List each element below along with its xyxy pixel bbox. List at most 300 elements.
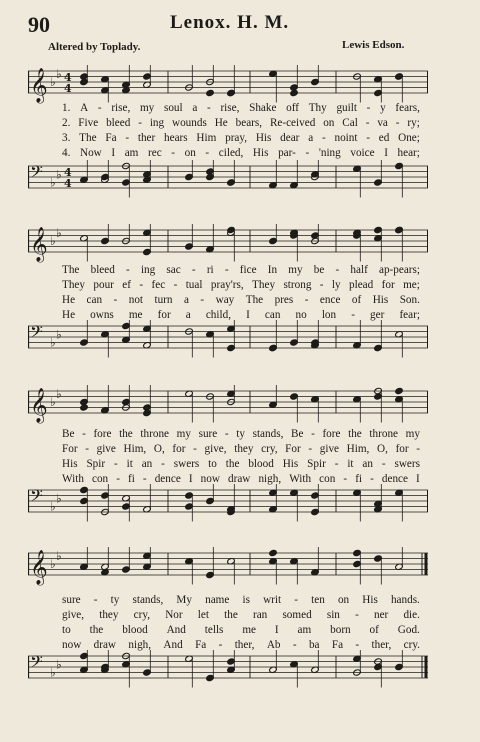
lyric-syllable: ap-pears; [379,264,420,276]
lyric-syllable: - [343,473,348,485]
lyric-syllable: plead [349,279,374,291]
lyric-syllable: on [184,147,196,159]
lyric-syllable: Be [291,428,304,440]
lyric-syllable: rec [148,147,162,159]
lyric-syllable: sure [62,594,81,606]
lyric-syllable: fear; [399,309,420,321]
lyrics-block-4 [62,593,420,653]
treble-staff-3 [28,383,428,425]
lyric-syllable: They [252,279,276,291]
lyric-syllable: ty [236,428,245,440]
lyric-syllable: His [255,132,272,144]
lyric-syllable: - [351,309,355,321]
lyric-syllable: Son. [399,294,420,306]
lyric-syllable: stands, [132,594,164,606]
lyric-syllable: - [125,132,130,144]
lyric-syllable: somed [282,609,312,621]
lyric-syllable: - [82,428,86,440]
lyric-syllable: pray, [225,132,248,144]
lyric-syllable: His [282,458,299,470]
lyric-syllable: The [62,264,80,276]
lyric-syllable: - [113,294,118,306]
lyric-syllable: born [330,624,351,636]
lyric-syllable: they [234,443,254,455]
lyric-syllable: 1. [62,102,71,114]
lyric-syllable: - [305,147,310,159]
note-head [395,387,404,394]
lyric-line [62,442,420,457]
lyric-syllable: give, [62,609,85,621]
lyric-syllable: ran [252,609,268,621]
lyric-syllable: is [242,594,250,606]
lyric-syllable: He [214,117,228,129]
lyric-syllable: the [225,458,240,470]
flat-icon: ♭ [56,491,62,506]
lyric-syllable: to [62,624,71,636]
treble-staff-2 [28,222,428,264]
lyric-syllable: wounds [172,117,207,129]
lyric-line [62,623,420,638]
lyric-syllable: For [285,443,301,455]
lyric-syllable: bleed [90,264,115,276]
treble-clef-icon: 𝄞 [30,227,48,262]
lyric-syllable: pour [93,279,114,291]
lyric-syllable: Fa [105,132,117,144]
lyric-syllable: Cal [342,117,358,129]
bass-clef-icon: 𝄢 [30,485,43,510]
lyric-syllable: - [193,443,197,455]
lyric-syllable: for [172,443,186,455]
lyric-syllable: stands, [252,428,284,440]
note-head [80,404,89,411]
lyric-syllable: an [362,458,373,470]
lyric-syllable: - [113,458,118,470]
lyric-syllable: give [319,443,340,455]
lyric-syllable: 4. [62,147,71,159]
lyric-syllable: pray'rs, [210,279,244,291]
lyric-syllable: my [176,428,191,440]
lyric-syllable: turn [154,294,173,306]
lyric-syllable: - [97,102,102,114]
lyric-syllable: they [99,609,119,621]
lyric-syllable: Spir [86,458,106,470]
lyric-syllable: ther [137,132,156,144]
lyric-syllable: throne [140,428,170,440]
flat-icon: ♭ [50,75,56,89]
lyrics-block-3 [62,427,420,487]
lyric-syllable: no [295,309,307,321]
lyric-syllable: on [337,594,350,606]
lyric-line [62,427,420,442]
lyric-syllable: I [111,147,116,159]
lyric-syllable: - [319,279,324,291]
lyric-syllable: guilt [336,102,357,114]
flat-icon: ♭ [50,395,56,409]
note-head [290,89,299,96]
lyric-syllable: ther, [234,639,255,651]
lyric-syllable: my [288,264,303,276]
lyric-syllable: ef [122,279,131,291]
lyric-syllable: Shake [249,102,277,114]
lyric-syllable: - [126,264,130,276]
lyric-line [62,131,420,146]
bass-staff-3 [28,482,428,526]
lyric-syllable: me [128,309,143,321]
treble-clef-icon: 𝄞 [30,550,48,585]
hymn-title: Lenox. H. M. [170,12,290,33]
lyric-syllable: fore [322,428,341,440]
lyric-syllable: me; [403,279,420,291]
lyric-syllable: name [205,594,230,606]
flat-icon: ♭ [56,225,62,240]
lyric-syllable: O, [153,443,165,455]
lyric-syllable: bears, [235,117,263,129]
lyric-syllable: lon [321,309,337,321]
lyric-syllable: I [246,309,250,321]
lyric-syllable: 'ning [318,147,341,159]
lyric-syllable: sin [326,609,340,621]
lyric-syllable: dence [381,473,408,485]
lyric-syllable: va [377,117,388,129]
bass-clef-icon: 𝄢 [30,651,43,676]
lyric-syllable: - [224,428,229,440]
lyric-syllable: - [416,443,420,455]
page-number: 90 [28,12,50,37]
lyric-syllable: writ [263,594,282,606]
flat-icon: ♭ [50,665,56,680]
lyric-syllable: ed [378,132,390,144]
lyric-syllable: - [321,132,326,144]
lyric-syllable: now [62,639,82,651]
lyric-syllable: ba [308,639,320,651]
lyric-syllable: now [200,473,220,485]
lyric-syllable: my [139,102,155,114]
lyric-syllable: ry; [407,117,420,129]
lyric-syllable: par- [278,147,296,159]
flat-icon: ♭ [56,327,62,342]
lyric-syllable: noint [334,132,358,144]
lyric-syllable: am [124,147,139,159]
lyric-syllable: half [350,264,368,276]
lyric-syllable: hands. [390,594,420,606]
lyric-syllable: His [362,594,378,606]
lyric-syllable: blood [248,458,274,470]
lyric-syllable: throne [369,428,399,440]
lyric-syllable: - [370,473,374,485]
lyric-syllable: - [335,264,340,276]
lyric-syllable: - [365,117,370,129]
lyric-syllable: - [207,102,211,114]
lyric-syllable: - [200,294,205,306]
bass-staff-2 [28,318,428,362]
lyric-syllable: - [85,443,89,455]
note-head [227,179,236,186]
lyric-syllable: In [267,264,278,276]
treble-staff-1 [28,63,428,105]
lyric-syllable: strong [283,279,312,291]
lyric-syllable: rise, [111,102,131,114]
lyric-syllable: a [185,309,191,321]
lyric-syllable: 2. [62,117,71,129]
lyric-syllable: - [161,458,165,470]
lyric-syllable: Him, [346,443,370,455]
lyric-syllable: fec [151,279,166,291]
lyric-syllable: ner [373,609,389,621]
lyric-line [62,101,420,116]
lyric-syllable: Fa [195,639,207,651]
lyric-syllable: - [139,279,144,291]
lyric-syllable: ly [331,279,341,291]
lyric-line [62,293,420,308]
lyric-syllable: His [372,294,389,306]
lyric-syllable: His [252,147,269,159]
lyric-syllable: bleed [106,117,131,129]
lyric-syllable: - [142,473,147,485]
bass-staff-1 [28,158,428,202]
lyric-syllable: - [224,264,229,276]
lyric-syllable: swers [394,458,420,470]
lyric-syllable: can [86,294,103,306]
lyric-syllable: Thy [308,102,327,114]
lyric-syllable: way [215,294,235,306]
lyric-syllable: cry. [403,639,420,651]
lyric-syllable: Him [196,132,217,144]
lyric-syllable: the [89,624,104,636]
time-signature-digit: 4 [64,71,72,84]
time-signature-digit: 4 [64,82,72,95]
lyrics-block-1 [62,101,420,161]
lyric-syllable: One; [398,132,420,144]
lyric-syllable: soul [163,102,183,114]
flat-icon: ♭ [50,557,56,571]
flat-icon: ♭ [56,66,62,81]
lyric-syllable: give [96,443,116,455]
lyric-syllable: pres [274,294,294,306]
lyric-syllable: sac [166,264,181,276]
lyric-syllable: - [355,609,359,621]
lyric-syllable: on [323,117,335,129]
note-head [269,344,278,351]
lyric-line [62,278,420,293]
lyric-syllable: ing [149,117,165,129]
lyric-syllable: My [176,594,192,606]
lyric-syllable: Fa [331,639,344,651]
lyric-syllable: I [416,473,420,485]
note-head [269,549,278,556]
lyric-syllable: my [405,428,420,440]
lyric-syllable: blood [122,624,148,636]
lyric-syllable: - [395,117,400,129]
lyric-syllable: Be [62,428,75,440]
lyric-syllable: be [313,264,325,276]
lyric-syllable: the [348,428,362,440]
lyric-syllable: a [183,294,189,306]
lyric-syllable: draw [93,639,117,651]
lyric-line [62,593,420,608]
lyric-syllable: I [384,147,388,159]
lyric-syllable: - [311,428,315,440]
lyric-syllable: - [334,458,339,470]
lyric-syllable: 3. [62,132,71,144]
lyric-syllable: They [62,279,85,291]
lyric-syllable: child, [205,309,231,321]
lyric-syllable: ten [311,594,325,606]
lyric-syllable: ty [110,594,120,606]
lyric-syllable: tual [185,279,203,291]
flat-icon: ♭ [50,499,56,514]
lyric-syllable: let [197,609,209,621]
lyric-syllable: dear [280,132,300,144]
lyric-syllable: - [93,594,98,606]
flat-icon: ♭ [50,175,56,190]
lyric-syllable: the [224,609,238,621]
lyric-syllable: Re-ceived [269,117,316,129]
lyric-syllable: cry, [133,609,151,621]
lyric-syllable: give, [204,443,227,455]
flat-icon: ♭ [50,335,56,350]
lyric-syllable: fore [93,428,112,440]
lyric-syllable: for [381,279,395,291]
lyric-syllable: rise, [220,102,240,114]
lyric-syllable: the [119,428,133,440]
lyric-syllable: - [381,458,386,470]
lyric-syllable: die. [403,609,420,621]
bass-clef-icon: 𝄢 [30,161,43,186]
lyric-syllable: - [308,443,313,455]
bass-staff-4 [28,648,428,692]
lyric-syllable: ther, [371,639,392,651]
lyric-syllable: a [308,132,314,144]
lyric-syllable: God. [397,624,420,636]
lyric-syllable: With [62,473,84,485]
lyric-syllable: tells [204,624,224,636]
lyric-syllable: owns [90,309,114,321]
lyric-syllable: Five [78,117,99,129]
flat-icon: ♭ [56,657,62,672]
lyric-syllable: ence [319,294,341,306]
lyric-syllable: Ab [266,639,281,651]
lyric-syllable: His [62,458,78,470]
lyric-syllable: I [188,473,193,485]
lyric-syllable: - [205,147,210,159]
lyric-line [62,263,420,278]
note-head [206,89,215,96]
lyric-syllable: Him, [123,443,147,455]
lyric-syllable: ri [206,264,214,276]
lyric-syllable: fi [355,473,363,485]
lyric-syllable: The [245,294,264,306]
lyric-syllable: dence [154,473,181,485]
lyric-syllable: - [304,294,309,306]
lyric-syllable: a [192,102,198,114]
lyric-syllable: for [157,309,171,321]
lyric-syllable: He [62,309,76,321]
lyric-syllable: - [218,639,223,651]
lyric-syllable: am [297,624,312,636]
lyric-syllable: - [191,264,196,276]
lyric-line [62,608,420,623]
lyric-syllable: Now [80,147,102,159]
lyric-syllable: an [141,458,153,470]
lyric-syllable: fice [239,264,257,276]
time-signature-digit: 4 [64,177,72,190]
lyric-syllable: fi [128,473,135,485]
lyric-syllable: ing [140,264,156,276]
lyric-syllable: of [351,294,362,306]
lyric-syllable: Spir [307,458,326,470]
lyric-syllable: I [274,624,279,636]
lyric-syllable: for [395,443,409,455]
lyric-syllable: sure [198,428,218,440]
lyric-syllable: He [62,294,76,306]
lyric-syllable: - [366,102,371,114]
lyric-syllable: to [208,458,217,470]
lyric-syllable: - [294,594,298,606]
flat-icon: ♭ [56,167,62,182]
lyric-syllable: ciled, [218,147,244,159]
lyric-syllable: - [366,132,370,144]
lyric-syllable: hear; [397,147,420,159]
lyric-syllable: it [347,458,354,470]
lyric-syllable: off [286,102,299,114]
flat-icon: ♭ [56,386,62,401]
lyric-syllable: - [116,473,120,485]
lyric-syllable: A [80,102,89,114]
lyric-syllable: O, [377,443,388,455]
lyric-line [62,457,420,472]
lyric-syllable: not [128,294,144,306]
lyric-syllable: - [138,117,142,129]
lyric-syllable: - [171,147,176,159]
lyric-syllable: With [289,473,312,485]
lyric-syllable: - [292,639,297,651]
treble-clef-icon: 𝄞 [30,68,48,103]
flat-icon: ♭ [50,234,56,248]
lyric-syllable: - [173,279,178,291]
lyric-syllable: For [62,443,78,455]
time-signature-digit: 4 [64,166,72,179]
lyric-syllable: The [79,132,97,144]
lyric-syllable: fears, [395,102,420,114]
lyric-syllable: con [319,473,336,485]
lyric-syllable: ger [370,309,385,321]
lyric-syllable: And [166,624,186,636]
lyric-syllable: nigh, [258,473,282,485]
lyric-syllable: cry, [261,443,278,455]
lyric-syllable: voice [350,147,375,159]
lyric-line [62,116,420,131]
lyric-syllable: it [126,458,133,470]
lyric-syllable: hears [164,132,188,144]
words-credit: Altered by Toplady. [48,41,141,53]
lyric-syllable: And [163,639,183,651]
treble-clef-icon: 𝄞 [30,388,48,423]
lyric-syllable: nigh, [128,639,152,651]
lyric-syllable: swers [173,458,200,470]
lyric-syllable: of [369,624,379,636]
lyric-syllable: me [242,624,256,636]
lyric-syllable: can [264,309,281,321]
music-credit: Lewis Edson. [342,39,405,51]
note-head [227,226,236,233]
bass-clef-icon: 𝄢 [30,321,43,346]
lyric-syllable: - [355,639,360,651]
lyric-syllable: draw [228,473,251,485]
note-head [227,89,236,96]
lyrics-block-2 [62,263,420,323]
lyric-syllable: Nor [165,609,183,621]
lyric-syllable: con [91,473,109,485]
